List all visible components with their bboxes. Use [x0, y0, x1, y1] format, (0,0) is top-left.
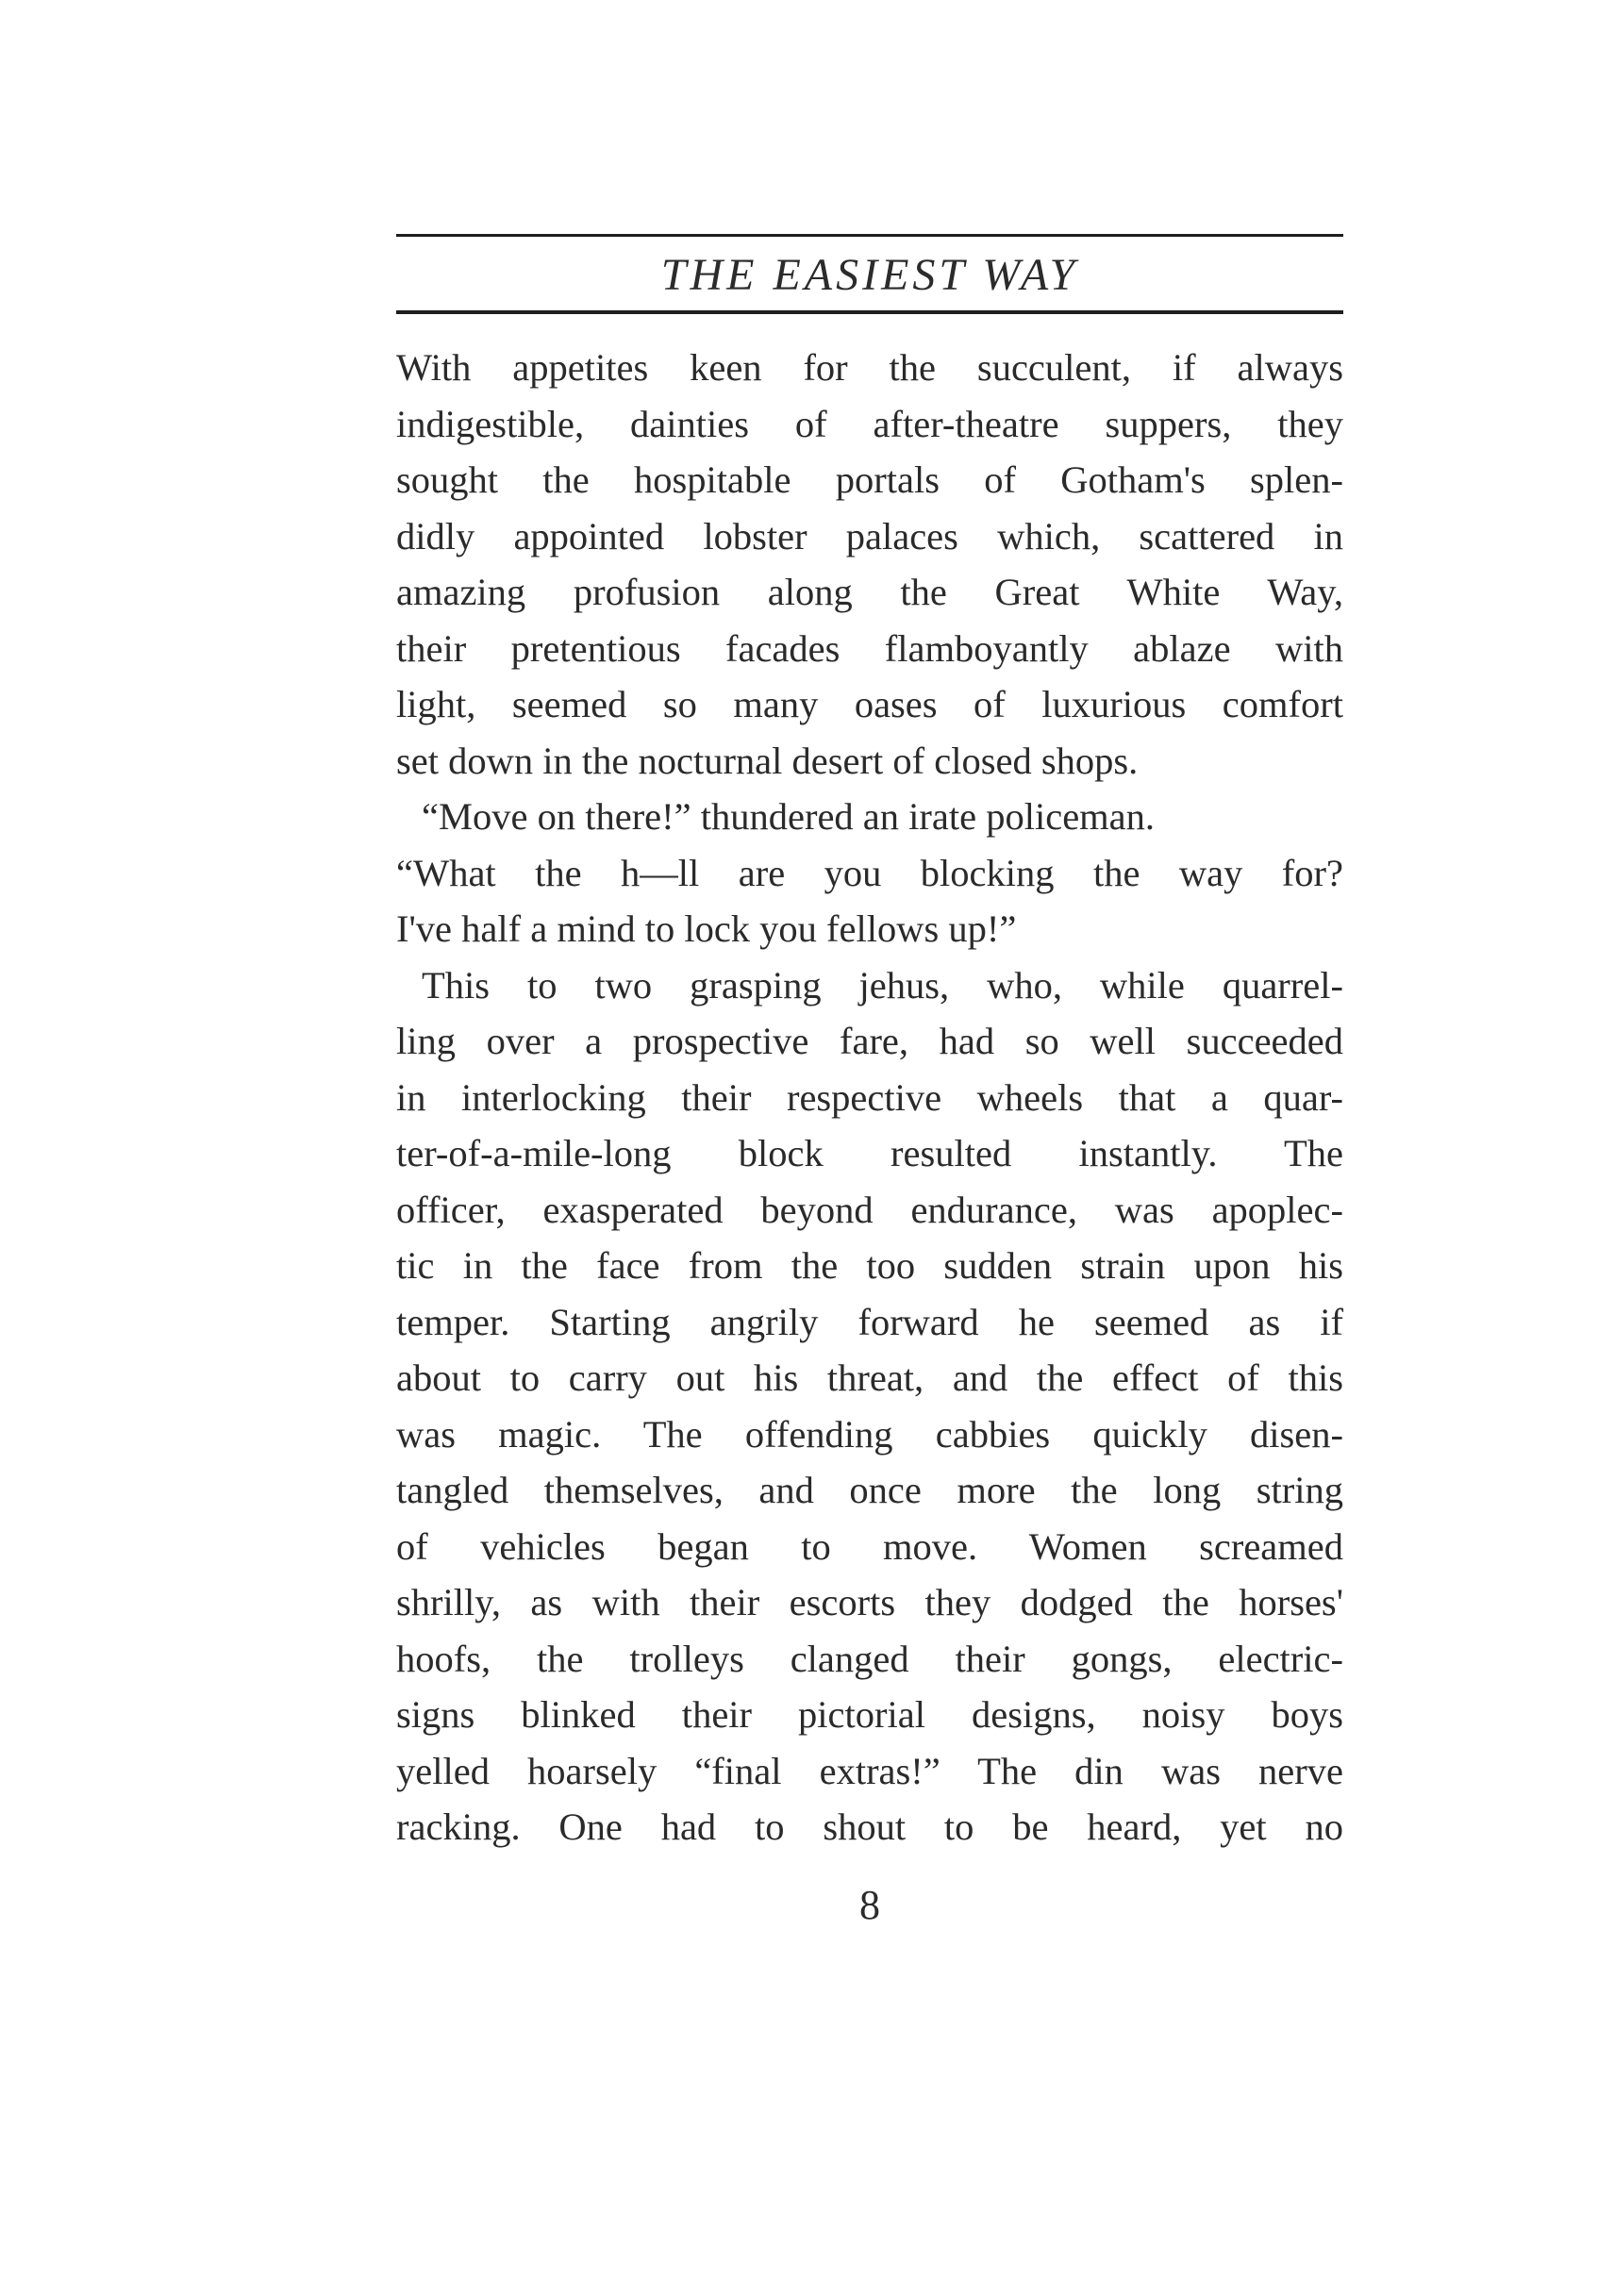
text-line: tic in the face from the too sudden strain upon his [396, 1244, 1343, 1287]
text-line: set down in the nocturnal desert of closed shops. [396, 739, 1139, 782]
text-line: yelled hoarsely “final extras!” The din was nerve [396, 1749, 1343, 1792]
text-line: indigestible, dainties of after-theatre suppers, they [396, 402, 1343, 445]
text-line: in interlocking their respective wheels that a quar- [396, 1075, 1343, 1119]
text-line: shrilly, as with their escorts they dodged the horses' [396, 1581, 1343, 1623]
page-number: 8 [859, 1882, 880, 1928]
text-line: ter-of-a-mile-long block resulted instantly. The [396, 1132, 1343, 1174]
text-line: “Move on there!” thundered an irate policeman. [422, 795, 1156, 838]
text-line: tangled themselves, and once more the long string [396, 1469, 1343, 1511]
body-text [396, 340, 1343, 1855]
text-line: of vehicles began to move. Women screamed [396, 1524, 1343, 1568]
text-line: This to two grasping jehus, who, while quarrel- [422, 963, 1343, 1007]
text-line: temper. Starting angrily forward he seemed as if [396, 1300, 1343, 1343]
text-line: signs blinked their pictorial designs, noisy boys [396, 1693, 1343, 1736]
text-line: “What the h—ll are you blocking the way for? [396, 851, 1343, 894]
text-line: didly appointed lobster palaces which, scattered in [396, 514, 1343, 557]
text-line: amazing profusion along the Great White Way, [396, 571, 1343, 613]
text-line: ling over a prospective fare, had so well succeeded [396, 1020, 1343, 1062]
header-rule-bottom [396, 310, 1343, 314]
text-line: I've half a mind to lock you fellows up!” [396, 907, 1017, 950]
text-line: about to carry out his threat, and the effect of this [396, 1356, 1343, 1399]
header-rule-top [396, 234, 1343, 237]
text-line: hoofs, the trolleys clanged their gongs, electric- [396, 1637, 1343, 1680]
text-line: officer, exasperated beyond endurance, was apoplec- [396, 1188, 1343, 1231]
text-line: racking. One had to shout to be heard, yet no [396, 1805, 1343, 1848]
text-line: light, seemed so many oases of luxurious comfort [396, 683, 1343, 725]
running-head: THE EASIEST WAY [660, 250, 1079, 300]
text-line: was magic. The offending cabbies quickly disen- [396, 1412, 1343, 1456]
text-line: With appetites keen for the succulent, if always [396, 346, 1343, 389]
text-line: sought the hospitable portals of Gotham's splen- [396, 458, 1343, 501]
text-line: their pretentious facades flamboyantly ablaze with [396, 626, 1343, 670]
